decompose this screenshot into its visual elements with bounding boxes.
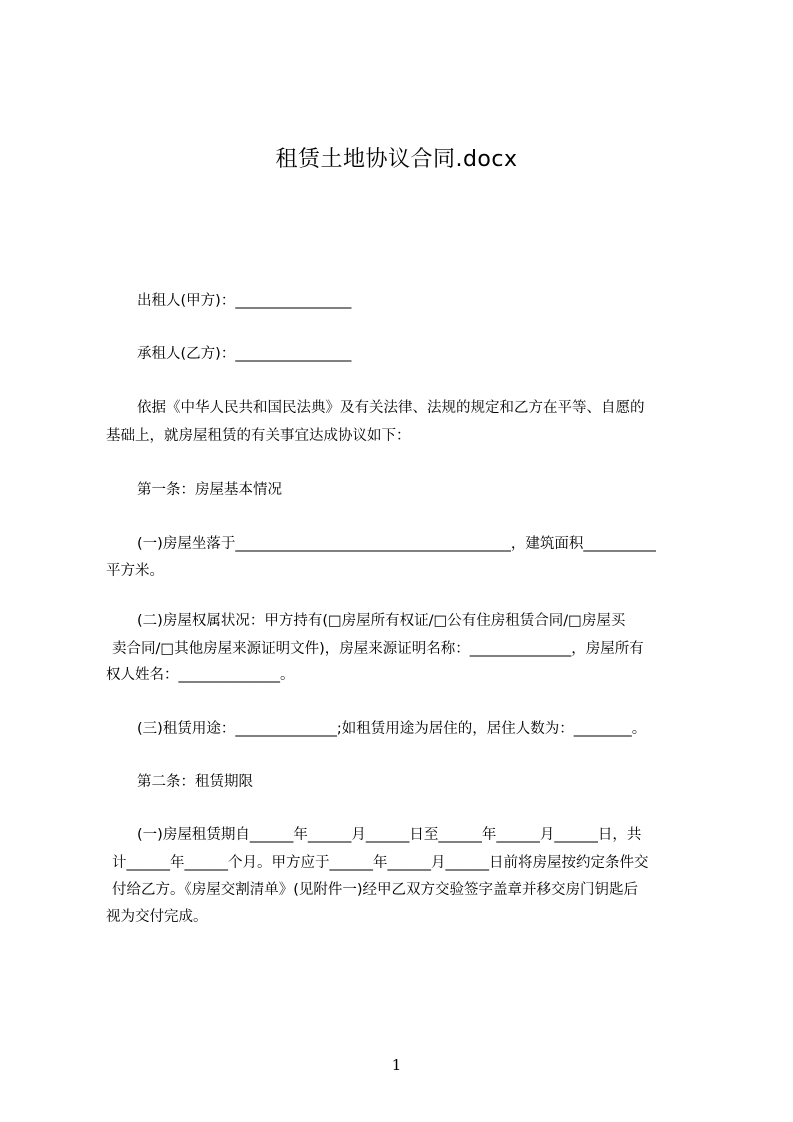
page-number: 1 xyxy=(391,1056,402,1074)
article-2-heading: 第二条：租赁期限 xyxy=(137,774,253,790)
preamble-line-2: 基础上，就房屋租赁的有关事宜达成协议如下： xyxy=(106,428,411,444)
clause-1-1-line-1: (一)房屋坐落于______________________________________，建筑面积__________ xyxy=(137,536,656,552)
clause-1-2-line-1: (二)房屋权属状况：甲方持有(□房屋所有权证/□公有住房租赁合同/□房屋买 xyxy=(137,613,626,629)
article-1-heading: 第一条：房屋基本情况 xyxy=(137,482,282,498)
clause-2-1-line-4: 视为交付完成。 xyxy=(106,909,208,925)
clause-2-1-line-1: (一)房屋租赁期自______年______月______日至______年______月______日，共 xyxy=(137,827,642,843)
preamble-line-1: 依据《中华人民共和国民法典》及有关法律、法规的规定和乙方在平等、自愿的 xyxy=(137,400,645,416)
clause-1-2-line-2: 卖合同/□其他房屋来源证明文件)，房屋来源证明名称：______________，房屋所有 xyxy=(112,641,644,657)
clause-1-3-line: (三)租赁用途：______________;如租赁用途为居住的，居住人数为：________。 xyxy=(137,721,647,737)
document-title: 租赁土地协议合同.docx xyxy=(275,147,518,172)
clause-2-1-line-2: 计______年______个月。甲方应于______年______月______日前将房屋按约定条件交 xyxy=(112,855,649,871)
lessor-line: 出租人(甲方)：________________ xyxy=(137,293,352,309)
clause-1-1-line-2: 平方米。 xyxy=(106,563,164,579)
clause-1-2-line-3: 权人姓名：______________。 xyxy=(106,667,295,683)
clause-2-1-line-3: 付给乙方。《房屋交割清单》(见附件一)经甲乙双方交验签字盖章并移交房门钥匙后 xyxy=(112,882,639,898)
lessee-line: 承租人(乙方)：________________ xyxy=(137,346,352,362)
